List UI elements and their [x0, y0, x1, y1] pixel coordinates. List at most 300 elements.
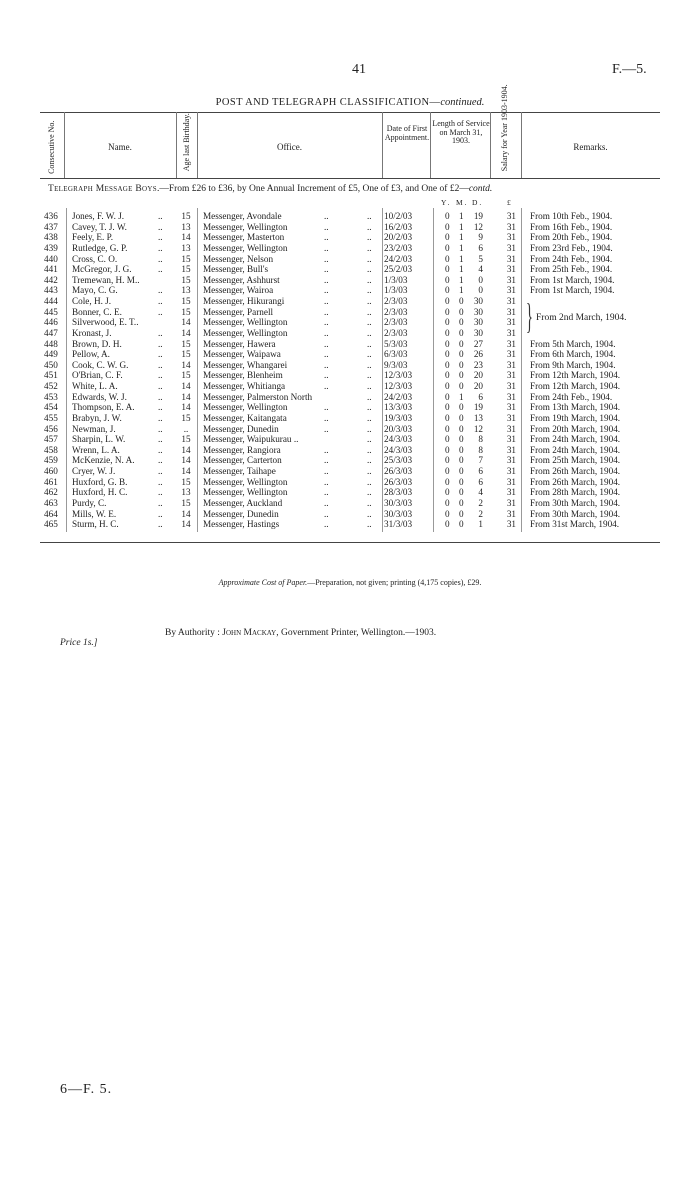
unit-days: D. [472, 198, 484, 207]
document-reference: F.—5. [612, 62, 647, 77]
row-months: 0 [459, 487, 464, 498]
row-number: 444 [44, 296, 58, 307]
row-days: 30 [473, 317, 483, 328]
row-months: 0 [459, 423, 464, 434]
row-years: 0 [445, 381, 450, 392]
row-months: 0 [459, 317, 464, 328]
row-salary: 31 [506, 232, 516, 243]
title-continued: continued. [440, 97, 485, 108]
row-name: Rutledge, G. P. [72, 242, 128, 253]
row-leader-dots: .. [324, 274, 329, 285]
table-row [0, 434, 700, 445]
section-contd: contd. [468, 184, 493, 194]
row-office: Messenger, Avondale [203, 211, 282, 221]
row-remark: From 23rd Feb., 1904. [530, 242, 613, 253]
row-number: 464 [44, 508, 58, 519]
row-years: 0 [445, 455, 450, 466]
row-age: 15 [181, 498, 191, 508]
row-age: 14 [181, 391, 191, 402]
row-salary: 31 [506, 381, 516, 392]
row-months: 0 [459, 349, 464, 360]
row-age: 15 [181, 274, 191, 285]
row-salary: 31 [506, 434, 516, 445]
row-date: 1/3/03 [384, 274, 408, 285]
row-date: 25/2/03 [384, 264, 413, 275]
row-name: McKenzie, N. A. [72, 455, 135, 466]
row-salary: 31 [506, 391, 516, 402]
table-row [0, 222, 700, 233]
row-leader-dots: .. [324, 466, 329, 477]
row-leader-dots: .. [324, 327, 329, 338]
row-months: 0 [459, 519, 464, 530]
header-service: Length of Service on March 31, 1903. [432, 119, 490, 145]
row-date: 5/3/03 [384, 338, 408, 349]
row-days: 13 [473, 412, 483, 423]
row-months: 0 [459, 412, 464, 423]
row-date: 20/3/03 [384, 423, 413, 434]
row-remark: From 24th March, 1904. [530, 444, 621, 455]
row-days: 20 [473, 381, 483, 392]
row-age: 15 [181, 338, 191, 349]
row-name: Cook, C. W. G. [72, 359, 129, 370]
row-office: Messenger, Wellington [203, 487, 288, 498]
row-years: 0 [445, 211, 450, 221]
header-age-text: Age last Birthday. [181, 113, 191, 172]
row-remark: From 30th March, 1904. [530, 498, 621, 508]
row-number: 446 [44, 317, 58, 328]
row-number: 439 [44, 242, 58, 253]
row-salary: 31 [506, 455, 516, 466]
row-remark: From 5th March, 1904. [530, 338, 616, 349]
row-months: 0 [459, 359, 464, 370]
row-years: 0 [445, 498, 450, 508]
row-leader-dots: .. [367, 508, 372, 519]
header-office: Office. [276, 142, 303, 152]
row-years: 0 [445, 221, 450, 232]
row-number: 438 [44, 232, 58, 243]
row-name: Tremewan, H. M.. [72, 274, 140, 285]
price-note: Price 1s.] [60, 638, 98, 648]
row-years: 0 [445, 476, 450, 487]
table-row [0, 275, 700, 286]
row-leader-dots: .. [367, 381, 372, 392]
table-row [0, 243, 700, 254]
row-months: 0 [459, 508, 464, 519]
row-leader-dots: .. [324, 402, 329, 413]
row-days: 6 [478, 391, 483, 402]
row-leader-dots: .. [367, 285, 372, 296]
row-years: 0 [445, 370, 450, 381]
row-leader-dots: .. [158, 264, 163, 275]
row-leader-dots: .. [367, 359, 372, 370]
row-leader-dots: .. [158, 370, 163, 381]
row-age: 15 [181, 211, 191, 221]
row-leader-dots: .. [367, 476, 372, 487]
row-age: 15 [181, 412, 191, 423]
row-years: 0 [445, 402, 450, 413]
row-leader-dots: .. [158, 327, 163, 338]
row-number: 437 [44, 221, 58, 232]
row-months: 1 [459, 221, 464, 232]
printer-name: John Mackay [222, 628, 277, 638]
row-days: 1 [478, 519, 483, 530]
row-days: 8 [478, 444, 483, 455]
row-leader-dots: .. [324, 381, 329, 392]
row-days: 12 [473, 221, 483, 232]
row-leader-dots: .. [367, 444, 372, 455]
row-office: Messenger, Carterton [203, 455, 282, 466]
row-office: Messenger, Hawera [203, 338, 276, 349]
unit-months: M. [456, 198, 469, 207]
row-months: 1 [459, 211, 464, 221]
row-age: 14 [181, 444, 191, 455]
row-date: 2/3/03 [384, 296, 408, 307]
row-office: Messenger, Whangarei [203, 359, 288, 370]
row-name: Edwards, W. J. [72, 391, 127, 402]
row-office: Messenger, Dunedin [203, 508, 279, 519]
row-date: 9/3/03 [384, 359, 408, 370]
row-leader-dots: .. [324, 338, 329, 349]
row-leader-dots: .. [367, 402, 372, 413]
header-salary-text: Salary for Year 1903-1904. [499, 84, 509, 172]
row-age: 15 [181, 264, 191, 275]
row-age: 14 [181, 508, 191, 519]
row-leader-dots: .. [324, 455, 329, 466]
row-years: 0 [445, 412, 450, 423]
header-divider [430, 112, 431, 178]
row-remark: From 16th Feb., 1904. [530, 221, 613, 232]
row-leader-dots: .. [158, 232, 163, 243]
row-name: Kronast, J. [72, 327, 112, 338]
row-name: McGregor, J. G. [72, 264, 132, 275]
header-bottom-rule [40, 178, 660, 179]
row-salary: 31 [506, 487, 516, 498]
table-row [0, 328, 700, 339]
row-number: 459 [44, 455, 58, 466]
row-number: 460 [44, 466, 58, 477]
row-office: Messenger, Hikurangi [203, 296, 285, 307]
row-remark: From 19th March, 1904. [530, 412, 621, 423]
row-leader-dots: .. [158, 508, 163, 519]
row-age: 15 [181, 434, 191, 445]
row-salary: 31 [506, 253, 516, 264]
row-date: 10/2/03 [384, 211, 413, 221]
row-leader-dots: .. [158, 381, 163, 392]
row-leader-dots: .. [158, 359, 163, 370]
row-years: 0 [445, 232, 450, 243]
table-row [0, 370, 700, 381]
row-leader-dots: .. [367, 211, 372, 221]
row-leader-dots: .. [158, 444, 163, 455]
row-days: 27 [473, 338, 483, 349]
row-office: Messenger, Kaitangata [203, 412, 287, 423]
header-date: Date of First Appointment. [384, 124, 430, 142]
row-office: Messenger, Masterton [203, 232, 285, 243]
row-leader-dots: .. [367, 519, 372, 530]
row-leader-dots: .. [158, 402, 163, 413]
row-office: Messenger, Wellington [203, 317, 288, 328]
row-leader-dots: .. [158, 242, 163, 253]
row-date: 31/3/03 [384, 519, 413, 530]
row-age: 13 [181, 285, 191, 296]
table-row [0, 498, 700, 509]
row-number: 436 [44, 211, 58, 221]
row-years: 0 [445, 359, 450, 370]
row-age: .. [183, 423, 189, 434]
unit-years: Y. [441, 198, 452, 207]
row-salary: 31 [506, 349, 516, 360]
row-age: 15 [181, 476, 191, 487]
authority-suffix: , Government Printer, Wellington.—1903. [276, 628, 437, 638]
row-leader-dots: .. [324, 349, 329, 360]
row-remark: From 31st March, 1904. [530, 519, 620, 530]
row-leader-dots: .. [367, 349, 372, 360]
row-name: Cavey, T. J. W. [72, 221, 127, 232]
row-name: Bonner, C. E. [72, 306, 122, 317]
bracket-remark: From 2nd March, 1904. [536, 313, 627, 323]
row-leader-dots: .. [324, 498, 329, 508]
table-row [0, 254, 700, 265]
page-number: 41 [352, 62, 366, 77]
row-office: Messenger, Parnell [203, 306, 274, 317]
row-months: 0 [459, 455, 464, 466]
row-number: 455 [44, 412, 58, 423]
table-row [0, 264, 700, 275]
row-remark: From 24th March, 1904. [530, 434, 621, 445]
header-name: Name. [108, 142, 132, 152]
table-row [0, 232, 700, 243]
table-row [0, 285, 700, 296]
row-leader-dots: .. [158, 285, 163, 296]
row-months: 0 [459, 498, 464, 508]
row-salary: 31 [506, 242, 516, 253]
row-leader-dots: .. [367, 370, 372, 381]
row-name: Wrenn, L. A. [72, 444, 120, 455]
row-years: 0 [445, 519, 450, 530]
row-date: 30/3/03 [384, 498, 413, 508]
row-name: Huxford, G. B. [72, 476, 128, 487]
row-leader-dots: .. [158, 466, 163, 477]
table-row [0, 487, 700, 498]
row-salary: 31 [506, 285, 516, 296]
table-row [0, 445, 700, 456]
row-leader-dots: .. [158, 423, 163, 434]
row-years: 0 [445, 434, 450, 445]
row-years: 0 [445, 487, 450, 498]
row-age: 14 [181, 466, 191, 477]
row-leader-dots: .. [158, 476, 163, 487]
row-days: 0 [478, 274, 483, 285]
row-months: 0 [459, 327, 464, 338]
row-age: 14 [181, 317, 191, 328]
row-leader-dots: .. [158, 487, 163, 498]
table-row [0, 296, 700, 307]
row-leader-dots: .. [367, 455, 372, 466]
row-months: 0 [459, 434, 464, 445]
row-age: 13 [181, 242, 191, 253]
row-leader-dots: .. [367, 296, 372, 307]
row-years: 0 [445, 327, 450, 338]
row-remark: From 9th March, 1904. [530, 359, 616, 370]
row-days: 4 [478, 264, 483, 275]
row-days: 2 [478, 498, 483, 508]
row-age: 15 [181, 349, 191, 360]
row-days: 6 [478, 476, 483, 487]
row-days: 30 [473, 327, 483, 338]
row-date: 20/2/03 [384, 232, 413, 243]
table-row [0, 349, 700, 360]
row-remark: From 26th March, 1904. [530, 476, 621, 487]
row-leader-dots: .. [367, 317, 372, 328]
row-office: Messenger, Whitianga [203, 381, 286, 392]
row-leader-dots: .. [367, 412, 372, 423]
row-days: 4 [478, 487, 483, 498]
row-number: 448 [44, 338, 58, 349]
table-row [0, 381, 700, 392]
row-leader-dots: .. [324, 423, 329, 434]
row-date: 2/3/03 [384, 306, 408, 317]
row-years: 0 [445, 274, 450, 285]
row-months: 0 [459, 296, 464, 307]
table-row [0, 360, 700, 371]
authority-prefix: By Authority : [165, 628, 223, 638]
row-salary: 31 [506, 423, 516, 434]
row-age: 13 [181, 487, 191, 498]
row-salary: 31 [506, 317, 516, 328]
row-age: 13 [181, 221, 191, 232]
row-leader-dots: .. [324, 519, 329, 530]
table-row [0, 402, 700, 413]
row-number: 440 [44, 253, 58, 264]
row-salary: 31 [506, 296, 516, 307]
section-text: .—From £26 to £36, by One Annual Increment of £5, One of £3, and One of £2— [156, 184, 469, 194]
row-months: 0 [459, 381, 464, 392]
row-office: Messenger, Nelson [203, 253, 274, 264]
row-months: 0 [459, 402, 464, 413]
row-years: 0 [445, 242, 450, 253]
row-office: Messenger, Waipawa [203, 349, 281, 360]
row-age: 14 [181, 519, 191, 530]
signature-mark: 6—F. 5. [60, 1082, 113, 1097]
row-salary: 31 [506, 498, 516, 508]
row-salary: 31 [506, 412, 516, 423]
table-row [0, 211, 700, 222]
cost-note [0, 578, 700, 587]
row-number: 443 [44, 285, 58, 296]
row-leader-dots: .. [158, 391, 163, 402]
row-years: 0 [445, 349, 450, 360]
table-row [0, 424, 700, 435]
row-leader-dots: .. [158, 434, 163, 445]
section-label: Telegraph Message Boys [48, 184, 157, 194]
row-office: Messenger, Wellington [203, 221, 288, 232]
row-name: Newman, J. [72, 423, 116, 434]
row-years: 0 [445, 296, 450, 307]
row-remark: From 12th March, 1904. [530, 370, 621, 381]
row-months: 1 [459, 232, 464, 243]
row-office: Messenger, Wellington [203, 242, 288, 253]
row-days: 7 [478, 455, 483, 466]
row-days: 30 [473, 306, 483, 317]
row-salary: 31 [506, 359, 516, 370]
row-salary: 31 [506, 211, 516, 221]
row-remark: From 24th Feb., 1904. [530, 391, 613, 402]
row-months: 0 [459, 338, 464, 349]
table-row [0, 413, 700, 424]
title-main: POST AND TELEGRAPH CLASSIFICATION— [215, 97, 441, 108]
row-salary: 31 [506, 444, 516, 455]
row-leader-dots: .. [158, 296, 163, 307]
row-salary: 31 [506, 508, 516, 519]
row-age: 14 [181, 359, 191, 370]
row-date: 24/3/03 [384, 444, 413, 455]
row-name: Cole, H. J. [72, 296, 112, 307]
row-office: Messenger, Wellington [203, 402, 288, 413]
row-remark: From 20th March, 1904. [530, 423, 621, 434]
row-salary: 31 [506, 370, 516, 381]
row-date: 2/3/03 [384, 327, 408, 338]
section-heading [48, 184, 492, 194]
row-days: 20 [473, 370, 483, 381]
row-days: 2 [478, 508, 483, 519]
row-name: Huxford, H. C. [72, 487, 128, 498]
row-leader-dots: .. [158, 338, 163, 349]
row-years: 0 [445, 338, 450, 349]
row-age: 14 [181, 381, 191, 392]
row-years: 0 [445, 317, 450, 328]
row-salary: 31 [506, 466, 516, 477]
row-years: 0 [445, 253, 450, 264]
row-age: 15 [181, 306, 191, 317]
row-leader-dots: .. [367, 423, 372, 434]
header-age [176, 113, 197, 178]
table-row [0, 339, 700, 350]
table-bottom-rule [40, 542, 660, 543]
row-leader-dots: .. [324, 221, 329, 232]
row-days: 8 [478, 434, 483, 445]
row-salary: 31 [506, 476, 516, 487]
row-leader-dots: .. [367, 338, 372, 349]
row-remark: From 24th Feb., 1904. [530, 253, 613, 264]
bracket: } [526, 296, 533, 336]
row-leader-dots: .. [324, 211, 329, 221]
row-date: 19/3/03 [384, 412, 413, 423]
row-days: 23 [473, 359, 483, 370]
row-date: 13/3/03 [384, 402, 413, 413]
row-leader-dots: .. [367, 306, 372, 317]
row-name: Silverwood, E. T.. [72, 317, 139, 328]
row-name: O'Brian, C. F. [72, 370, 123, 381]
row-age: 14 [181, 455, 191, 466]
row-name: Sharpin, L. W. [72, 434, 126, 445]
row-leader-dots: .. [158, 211, 163, 221]
row-remark: From 20th Feb., 1904. [530, 232, 613, 243]
row-number: 456 [44, 423, 58, 434]
row-leader-dots: .. [158, 455, 163, 466]
row-leader-dots: .. [324, 306, 329, 317]
row-years: 0 [445, 508, 450, 519]
row-number: 465 [44, 519, 58, 530]
row-leader-dots: .. [324, 476, 329, 487]
row-date: 24/3/03 [384, 434, 413, 445]
row-days: 26 [473, 349, 483, 360]
row-years: 0 [445, 391, 450, 402]
row-office: Messenger, Dunedin [203, 423, 279, 434]
row-leader-dots: .. [158, 253, 163, 264]
row-months: 1 [459, 253, 464, 264]
row-date: 28/3/03 [384, 487, 413, 498]
row-months: 0 [459, 306, 464, 317]
